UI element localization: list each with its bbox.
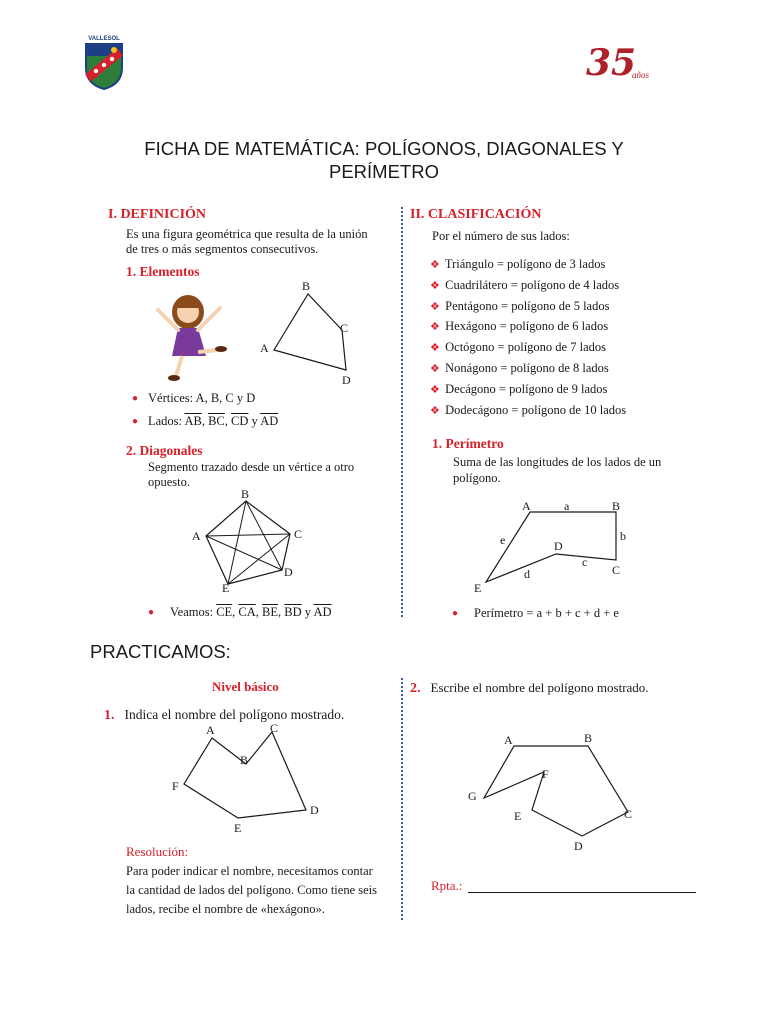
perimetro-text-1: Suma de las longitudes de los lados de un — [453, 455, 662, 469]
q2-header — [410, 679, 649, 697]
fig2-label-d: D — [284, 565, 293, 579]
fig4-label-E: E — [234, 821, 242, 835]
nivel-basico: Nivel básico — [212, 679, 279, 694]
fig1-label-a: A — [260, 341, 269, 355]
diamond-bullet-icon: ❖ — [430, 404, 440, 417]
list-item — [430, 275, 626, 296]
bullet-icon: ● — [132, 416, 139, 427]
fig4-label-A: A — [206, 723, 215, 737]
fig2-label-b: B — [241, 487, 250, 501]
list-item — [430, 379, 626, 400]
lados-seg-ab: $\overline{AB}$ — [184, 414, 202, 428]
page-title-line2: PERÍMETRO — [329, 161, 439, 182]
fig4-label-B: B — [240, 753, 249, 767]
diagonales-text-2: opuesto. — [148, 475, 191, 489]
lados-seg-bc: $\overline{BC}$ — [208, 414, 225, 428]
list-item-label: Hexágono = polígono de 6 lados — [445, 319, 609, 334]
perimeter-figure — [466, 496, 646, 596]
bullet-icon: ● — [132, 393, 139, 404]
q1-text: Indica el nombre del polígono mostrado. — [124, 707, 345, 722]
list-item — [430, 254, 626, 275]
anniversary-logo — [586, 42, 656, 92]
vertices-item — [132, 391, 256, 406]
diamond-bullet-icon: ❖ — [430, 342, 440, 355]
fig5-label-D: D — [574, 839, 583, 853]
diamond-bullet-icon: ❖ — [430, 279, 440, 292]
anniversary-number: 35 — [586, 42, 637, 84]
list-item-label: Nonágono = polígono de 8 lados — [445, 360, 609, 375]
list-item-label: Pentágono = polígono de 5 lados — [445, 298, 610, 313]
practicamos-heading: PRACTICAMOS: — [90, 641, 231, 662]
lados-seg-cd: $\overline{CD}$ — [231, 414, 249, 428]
fig5-label-E: E — [514, 809, 522, 823]
veamos-seg-be: $\overline{BE}$ — [262, 605, 279, 619]
fig4-label-F: F — [172, 779, 179, 793]
bullet-icon: ● — [148, 607, 155, 618]
fig3-label-A: A — [522, 499, 531, 513]
list-item — [430, 337, 626, 358]
fig3-label-b: b — [620, 529, 626, 543]
girl-illustration-icon — [148, 290, 230, 382]
fig2-label-a: A — [192, 529, 201, 543]
lados-item: ● Lados: $\overline{AB}$, $\overline{BC}$, $\overline{CD}$ y $\overline{AD}$ — [132, 414, 279, 428]
heptagon-figure — [462, 728, 642, 858]
perimetro-formula-item — [452, 606, 619, 621]
fig4-label-D: D — [310, 803, 319, 817]
resolucion-line-1: Para poder indicar el nombre, necesitamos contar — [126, 864, 373, 878]
diamond-bullet-icon: ❖ — [430, 321, 440, 334]
list-item — [430, 296, 626, 317]
veamos-seg-ad: $\overline{AD}$ — [313, 605, 332, 619]
list-item — [430, 358, 626, 379]
lados-seg-ad: $\overline{AD}$ — [260, 414, 279, 428]
diagonales-text-1: Segmento trazado desde un vértice a otro — [148, 460, 355, 474]
veamos-y: y — [304, 605, 312, 619]
diamond-bullet-icon: ❖ — [430, 383, 440, 396]
fig3-label-a: a — [564, 499, 570, 513]
lados-y: y — [251, 414, 258, 428]
school-logo — [84, 38, 124, 90]
fig3-label-c: c — [582, 555, 588, 569]
definicion-heading: I. DEFINICIÓN — [108, 207, 207, 222]
veamos-seg-ca: $\overline{CA}$ — [238, 605, 256, 619]
diamond-bullet-icon: ❖ — [430, 259, 440, 271]
perimetro-formula: Perímetro = a + b + c + d + e — [474, 606, 619, 620]
school-logo-text: VALLESOL — [88, 36, 120, 42]
fig3-label-e: e — [500, 533, 506, 547]
fig4-label-C: C — [270, 721, 279, 735]
fig2-label-e: E — [222, 581, 230, 595]
anniversary-subtext: años — [632, 70, 650, 80]
veamos-seg-bd: $\overline{BD}$ — [284, 605, 302, 619]
hexagon-figure — [168, 718, 338, 838]
fig1-label-d: D — [342, 373, 351, 387]
fig3-label-C: C — [612, 563, 621, 577]
column-divider-bottom — [401, 678, 403, 920]
veamos-prefix: Veamos: — [170, 605, 214, 619]
bullet-icon: ● — [452, 608, 459, 619]
list-item-label: Triángulo = polígono de 3 lados — [444, 257, 606, 271]
fig3-label-E: E — [474, 581, 482, 595]
list-item-label: Cuadrilátero = polígono de 4 lados — [445, 277, 620, 292]
list-item — [430, 400, 626, 421]
school-shield-icon — [84, 38, 124, 90]
diagonales-heading: 2. Diagonales — [126, 443, 203, 458]
rpta-answer-line[interactable] — [468, 892, 696, 893]
fig5-label-A: A — [504, 733, 513, 747]
quadrilateral-figure — [256, 278, 366, 388]
veamos-item: ● Veamos: $\overline{CE}$, $\overline{CA}$, $\overline{BE}$, $\overline{BD}$ y $\overline{AD}$ — [148, 605, 332, 619]
list-item-label: Decágono = polígono de 9 lados — [445, 381, 608, 396]
fig5-label-G: G — [468, 789, 477, 803]
resolucion-line-3: lados, recibe el nombre de «hexágono». — [126, 902, 325, 916]
definicion-text-1: Es una figura geométrica que resulta de la unión — [126, 227, 368, 241]
fig1-label-c: C — [340, 321, 349, 335]
diamond-bullet-icon: ❖ — [430, 300, 440, 313]
veamos-seg-ce: $\overline{CE}$ — [216, 605, 233, 619]
column-divider-top — [401, 207, 403, 617]
list-item-label: Dodecágono = polígono de 10 lados — [445, 402, 627, 417]
clasificacion-list — [430, 254, 626, 420]
fig1-label-b: B — [302, 279, 311, 293]
perimetro-heading: 1. Perímetro — [432, 436, 504, 451]
vertices-label: Vértices: A, B, C y D — [148, 391, 256, 405]
lados-prefix: Lados: — [148, 414, 183, 428]
list-item-label: Octógono = polígono de 7 lados — [445, 340, 606, 355]
fig3-label-B: B — [612, 499, 621, 513]
clasificacion-intro: Por el número de sus lados: — [432, 229, 570, 243]
definicion-text-2: de tres o más segmentos consecutivos. — [126, 242, 319, 256]
elementos-heading: 1. Elementos — [126, 264, 200, 279]
fig5-label-C: C — [624, 807, 633, 821]
q2-text: Escribe el nombre del polígono mostrado. — [430, 680, 649, 695]
perimetro-text-2: polígono. — [453, 471, 501, 485]
fig5-label-B: B — [584, 731, 593, 745]
fig3-label-D: D — [554, 539, 563, 553]
q2-number: 2. — [410, 681, 421, 696]
fig2-label-c: C — [294, 527, 303, 541]
fig3-label-d: d — [524, 567, 530, 581]
q1-number: 1. — [104, 708, 115, 723]
page-title-line1: FICHA DE MATEMÁTICA: POLÍGONOS, DIAGONALES Y — [144, 138, 624, 159]
list-item — [430, 316, 626, 337]
resolucion-heading: Resolución: — [126, 844, 189, 859]
diamond-bullet-icon: ❖ — [430, 362, 440, 375]
resolucion-line-2: la cantidad de lados del polígono. Como tiene seis — [126, 883, 377, 897]
fig5-label-F: F — [542, 767, 549, 781]
rpta-label: Rpta.: — [431, 878, 463, 893]
clasificacion-heading: II. CLASIFICACIÓN — [410, 207, 542, 222]
pentagon-diagonals-figure — [186, 486, 316, 596]
